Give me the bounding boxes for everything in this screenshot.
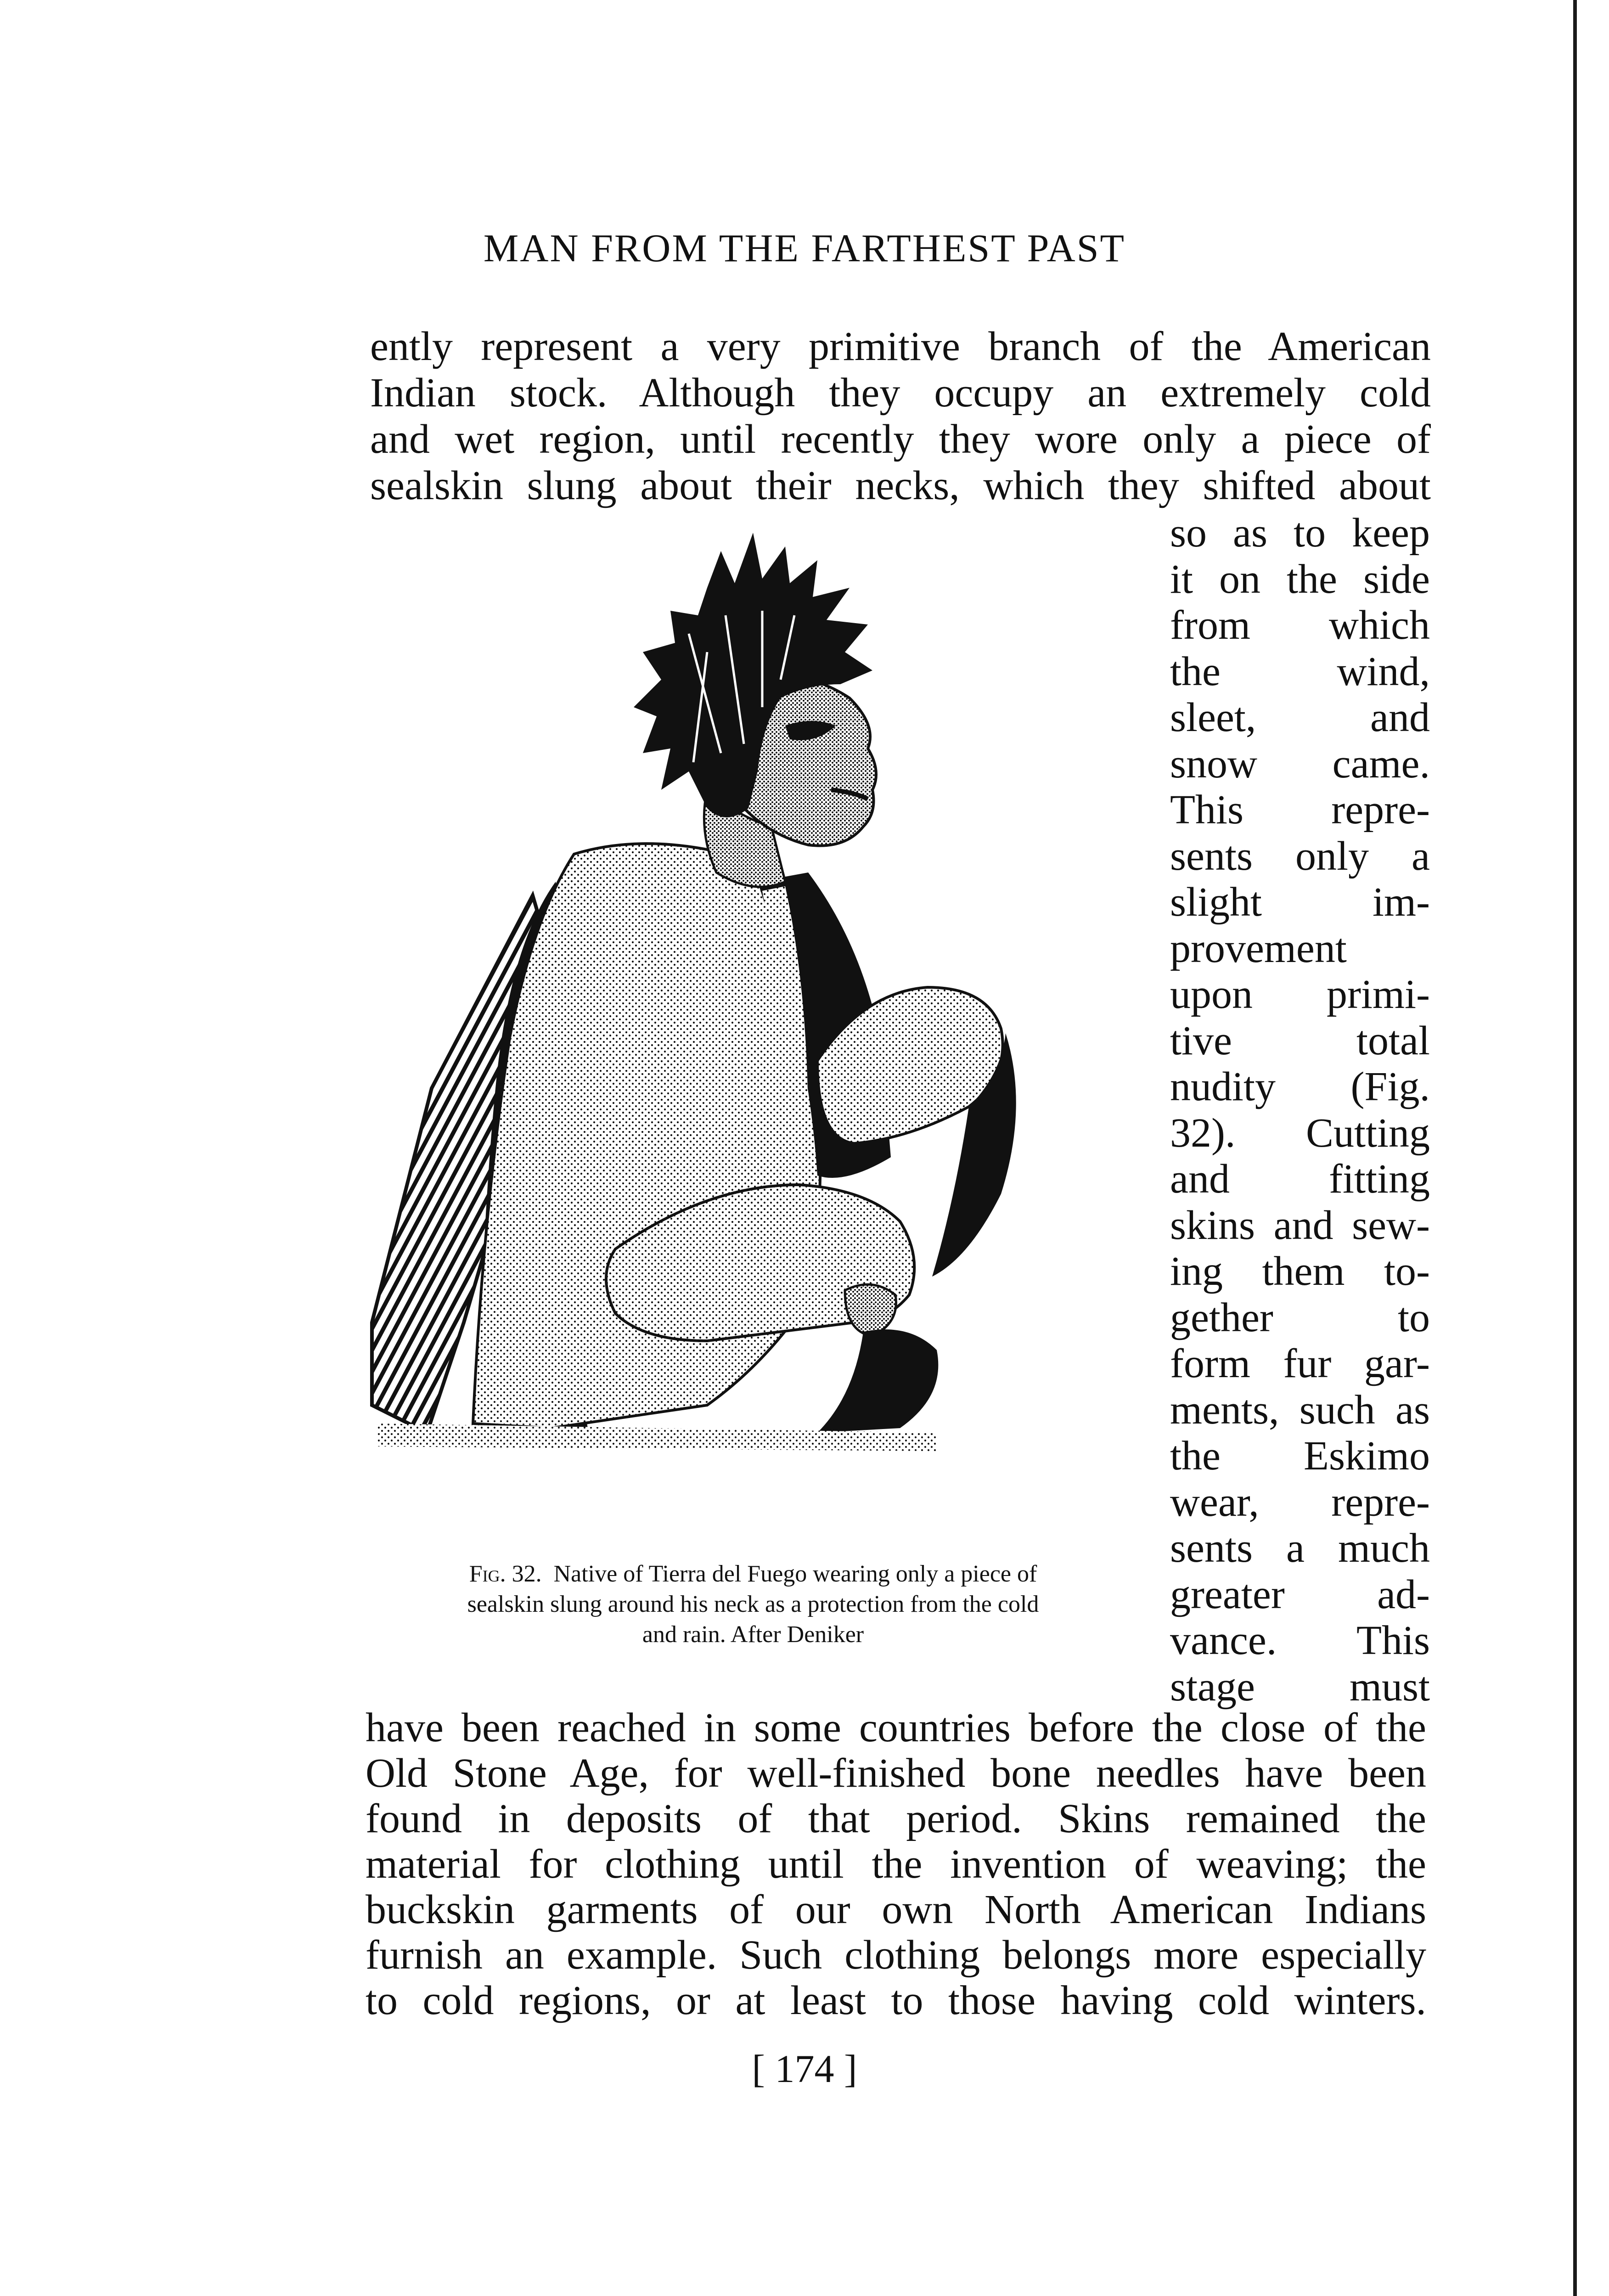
page-edge <box>1573 0 1577 2296</box>
text-line: found in deposits of that period. Skins remained the <box>366 1796 1426 1841</box>
text-line: ing them to- <box>1170 1249 1430 1294</box>
text-line: ments, such as <box>1170 1387 1430 1433</box>
text-line: Indian stock. Although they occupy an extremely cold <box>370 370 1431 416</box>
text-line: slight im- <box>1170 879 1430 925</box>
text-line: to cold regions, or at least to those having cold winters. <box>366 1978 1426 2023</box>
text-line: nudity (Fig. <box>1170 1064 1430 1109</box>
page-number: [ 174 ] <box>752 2047 857 2091</box>
caption-line-1: Native of Tierra del Fuego wearing only a piece of <box>553 1561 1037 1587</box>
text-line: sents a much <box>1170 1525 1430 1571</box>
text-line: stage must <box>1170 1664 1430 1710</box>
text-line: it on the side <box>1170 556 1430 602</box>
foot-shadow <box>817 1329 938 1433</box>
fuegian-illustration <box>358 533 1157 1543</box>
text-line: material for clothing until the invention of weaving; the <box>366 1841 1426 1887</box>
figure-label: Fig. 32. <box>469 1561 542 1587</box>
text-line: buckskin garments of our own North American Indians <box>366 1887 1426 1932</box>
text-line: ently represent a very primitive branch of the American <box>370 324 1431 369</box>
text-line: so as to keep <box>1170 510 1430 556</box>
text-line: tive total <box>1170 1018 1430 1064</box>
caption-line-3: and rain. After Deniker <box>642 1621 864 1648</box>
text-line: from which <box>1170 602 1430 648</box>
text-line: upon primi- <box>1170 972 1430 1017</box>
text-line: the wind, <box>1170 648 1430 694</box>
text-line: vance. This <box>1170 1618 1430 1663</box>
text-line: This repre- <box>1170 787 1430 833</box>
running-head: MAN FROM THE FARTHEST PAST <box>483 226 1126 270</box>
text-line: Old Stone Age, for well-finished bone needles have been <box>366 1750 1426 1796</box>
text-line: sleet, and <box>1170 695 1430 740</box>
text-line: snow came. <box>1170 741 1430 787</box>
text-line: and fitting <box>1170 1156 1430 1202</box>
text-line: greater ad- <box>1170 1571 1430 1617</box>
text-line: 32). Cutting <box>1170 1110 1430 1156</box>
text-line: gether to <box>1170 1294 1430 1340</box>
text-line: wear, repre- <box>1170 1479 1430 1525</box>
text-line: sents only a <box>1170 833 1430 879</box>
text-line: and wet region, until recently they wore only a piece of <box>370 416 1431 462</box>
text-line: skins and sew- <box>1170 1202 1430 1248</box>
text-line: have been reached in some countries before the close of the <box>366 1705 1426 1750</box>
text-line: form fur gar- <box>1170 1341 1430 1386</box>
hand <box>845 1284 896 1336</box>
text-line: the Eskimo <box>1170 1433 1430 1479</box>
text-line: sealskin slung about their necks, which they shifted about <box>370 463 1431 508</box>
figure-caption <box>377 1559 1130 1650</box>
text-line: furnish an example. Such clothing belongs more especially <box>366 1932 1426 1978</box>
caption-line-2: sealskin slung around his neck as a protection from the cold <box>467 1591 1039 1617</box>
text-line: provement <box>1170 925 1347 971</box>
